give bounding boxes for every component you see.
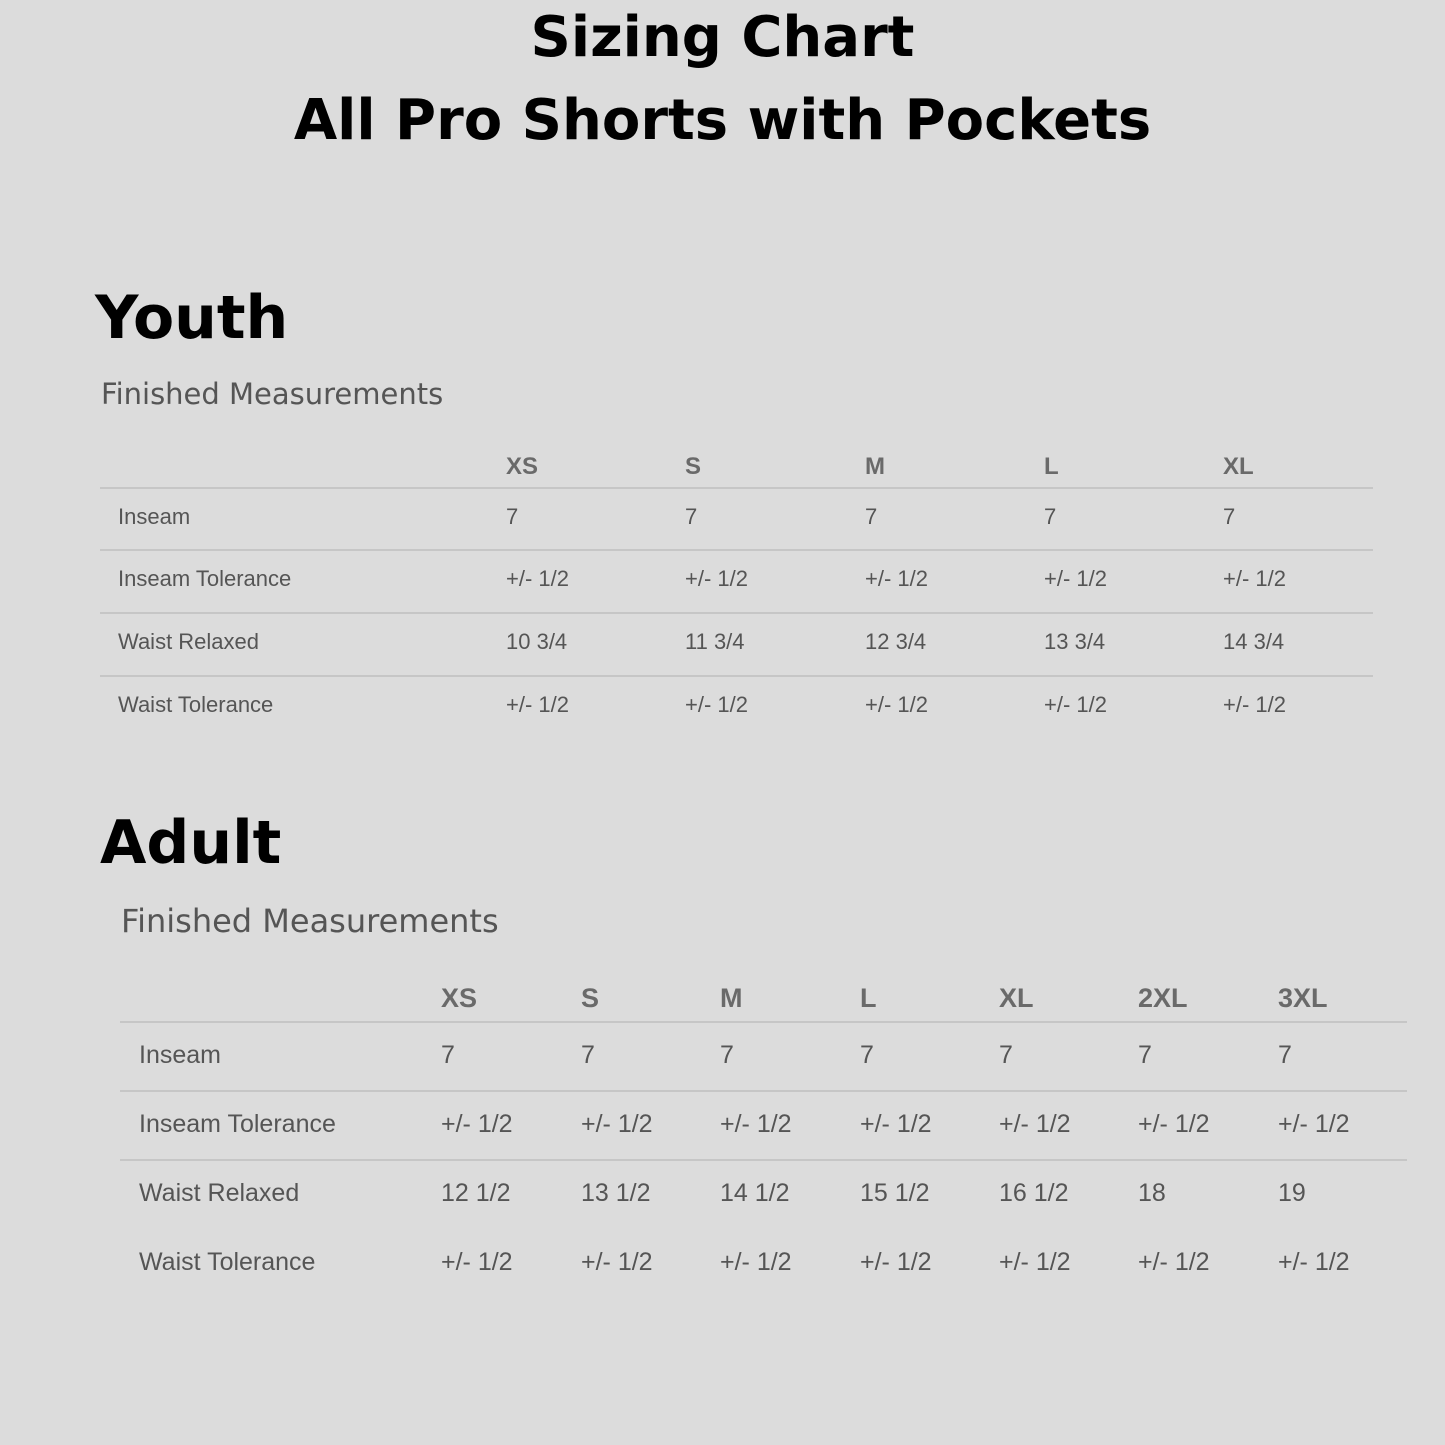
size-header: S <box>581 983 600 1013</box>
size-header: XS <box>441 983 478 1013</box>
row-label: Inseam Tolerance <box>139 1110 336 1138</box>
table-cell: +/- 1/2 <box>581 1248 653 1276</box>
table-cell: 11 3/4 <box>685 629 745 654</box>
table-cell: 7 <box>581 1041 595 1069</box>
table-cell: 14 3/4 <box>1223 629 1285 654</box>
table-cell: +/- 1/2 <box>1223 566 1286 591</box>
table-cell: +/- 1/2 <box>999 1110 1071 1138</box>
size-header: 3XL <box>1278 983 1328 1013</box>
size-header: S <box>685 453 702 480</box>
table-cell: +/- 1/2 <box>865 692 928 717</box>
table-cell: +/- 1/2 <box>506 692 569 717</box>
table-cell: 7 <box>1138 1041 1152 1069</box>
size-header: XL <box>999 983 1034 1013</box>
page-title: Sizing Chart <box>530 5 915 70</box>
size-header: 2XL <box>1138 983 1188 1013</box>
table-cell: +/- 1/2 <box>1044 566 1107 591</box>
page-subtitle: All Pro Shorts with Pockets <box>293 88 1152 153</box>
youth-subheading: Finished Measurements <box>101 377 444 411</box>
table-cell: 18 <box>1138 1179 1166 1207</box>
table-cell: +/- 1/2 <box>1278 1110 1350 1138</box>
table-cell: 12 1/2 <box>441 1179 511 1207</box>
table-cell: +/- 1/2 <box>1138 1248 1210 1276</box>
row-divider <box>100 612 1373 614</box>
table-cell: 14 1/2 <box>720 1179 790 1207</box>
table-cell: 16 1/2 <box>999 1179 1069 1207</box>
row-divider <box>100 549 1373 551</box>
size-header: XL <box>1223 453 1254 480</box>
table-cell: +/- 1/2 <box>685 566 748 591</box>
table-cell: 7 <box>1223 504 1236 529</box>
row-label: Inseam Tolerance <box>118 566 292 591</box>
table-cell: +/- 1/2 <box>1138 1110 1210 1138</box>
table-cell: 7 <box>1044 504 1057 529</box>
table-cell: 7 <box>441 1041 455 1069</box>
row-divider <box>100 487 1373 489</box>
table-cell: +/- 1/2 <box>860 1248 932 1276</box>
table-cell: +/- 1/2 <box>685 692 748 717</box>
row-label: Inseam <box>139 1041 221 1069</box>
table-cell: +/- 1/2 <box>581 1110 653 1138</box>
row-divider <box>120 1021 1407 1023</box>
row-label: Waist Tolerance <box>118 692 274 717</box>
table-cell: +/- 1/2 <box>441 1110 513 1138</box>
table-cell: +/- 1/2 <box>506 566 569 591</box>
row-label: Inseam <box>118 504 191 529</box>
table-cell: 13 3/4 <box>1044 629 1106 654</box>
table-cell: +/- 1/2 <box>720 1248 792 1276</box>
table-cell: +/- 1/2 <box>865 566 928 591</box>
size-header: L <box>1044 453 1059 480</box>
row-divider <box>100 675 1373 677</box>
table-cell: 7 <box>865 504 878 529</box>
table-cell: 19 <box>1278 1179 1306 1207</box>
table-cell: +/- 1/2 <box>720 1110 792 1138</box>
table-cell: +/- 1/2 <box>999 1248 1071 1276</box>
row-label: Waist Relaxed <box>139 1179 300 1207</box>
table-cell: 7 <box>860 1041 874 1069</box>
row-divider <box>120 1159 1407 1161</box>
size-header: M <box>865 453 885 480</box>
size-header: M <box>720 983 743 1013</box>
adult-heading: Adult <box>100 808 282 878</box>
youth-heading: Youth <box>95 283 289 353</box>
table-cell: +/- 1/2 <box>1044 692 1107 717</box>
table-cell: 7 <box>685 504 698 529</box>
table-cell: 7 <box>506 504 519 529</box>
table-cell: 7 <box>999 1041 1013 1069</box>
table-cell: 7 <box>720 1041 734 1069</box>
row-label: Waist Tolerance <box>139 1248 316 1276</box>
table-cell: +/- 1/2 <box>441 1248 513 1276</box>
table-cell: 10 3/4 <box>506 629 568 654</box>
table-cell: 13 1/2 <box>581 1179 651 1207</box>
size-header: L <box>860 983 877 1013</box>
table-cell: +/- 1/2 <box>860 1110 932 1138</box>
adult-subheading: Finished Measurements <box>121 902 499 940</box>
table-cell: +/- 1/2 <box>1278 1248 1350 1276</box>
size-header: XS <box>506 453 539 480</box>
row-divider <box>120 1090 1407 1092</box>
row-label: Waist Relaxed <box>118 629 260 654</box>
table-cell: 7 <box>1278 1041 1292 1069</box>
table-cell: +/- 1/2 <box>1223 692 1286 717</box>
table-cell: 15 1/2 <box>860 1179 930 1207</box>
table-cell: 12 3/4 <box>865 629 927 654</box>
